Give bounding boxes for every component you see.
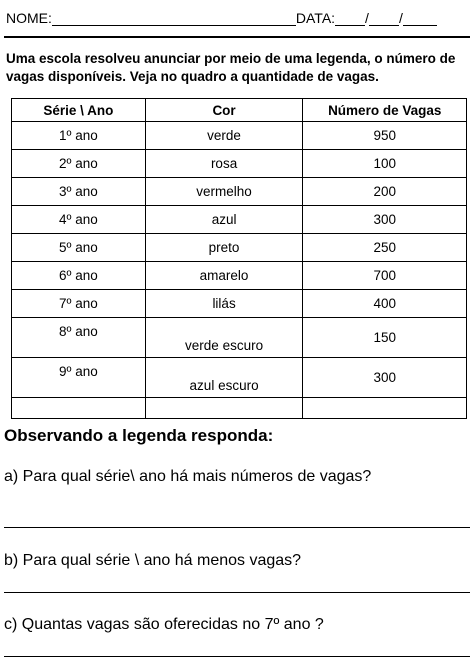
vacancies-table	[11, 98, 467, 419]
vacancies-cell: 950	[303, 122, 467, 150]
grade-cell: 3º ano	[12, 178, 146, 206]
grade-cell: 5º ano	[12, 234, 146, 262]
table-row	[12, 358, 467, 398]
table-row	[12, 262, 467, 290]
name-label: NOME:	[6, 10, 52, 26]
color-cell: verde	[145, 122, 303, 150]
date-day-field[interactable]	[335, 13, 365, 26]
empty-cell	[145, 398, 303, 419]
table-row	[12, 318, 467, 358]
vacancies-cell: 300	[303, 206, 467, 234]
instruction-heading: Observando a legenda responda:	[4, 426, 274, 445]
grade-cell: 2º ano	[12, 150, 146, 178]
table-row	[12, 178, 467, 206]
date-year-field[interactable]	[403, 13, 437, 26]
table-row	[12, 234, 467, 262]
color-cell: lilás	[145, 290, 303, 318]
table-row	[12, 290, 467, 318]
vacancies-cell: 150	[303, 318, 467, 358]
color-cell: azul escuro	[145, 358, 303, 398]
date-separator: /	[365, 10, 369, 26]
date-label: DATA:	[295, 10, 336, 26]
color-cell: preto	[145, 234, 303, 262]
vacancies-cell: 300	[303, 358, 467, 398]
vacancies-cell: 400	[303, 290, 467, 318]
table-row-empty	[12, 398, 467, 419]
question-b: b) Para qual série \ ano há menos vagas?	[4, 552, 302, 569]
question-a: a) Para qual série\ ano há mais números de vagas?	[4, 468, 372, 485]
date-separator: /	[398, 10, 403, 26]
grade-cell: 7º ano	[12, 290, 146, 318]
answer-line-a[interactable]	[4, 527, 470, 528]
table-row	[12, 150, 467, 178]
column-header-vacancies: Número de Vagas	[303, 99, 467, 122]
color-cell: verde escuro	[145, 318, 303, 358]
intro-text: Uma escola resolveu anunciar por meio de uma legenda, o número de vagas disponíveis. Veja no quadro a quantidade de vagas.	[6, 51, 456, 84]
grade-cell: 9º ano	[12, 358, 146, 398]
grade-cell: 8º ano	[12, 318, 146, 358]
question-c: c) Quantas vagas são oferecidas no 7º ano ?	[4, 616, 324, 633]
color-cell: amarelo	[145, 262, 303, 290]
table-header-row	[12, 99, 467, 122]
header-divider	[4, 36, 470, 38]
color-cell: rosa	[145, 150, 303, 178]
vacancies-cell: 200	[303, 178, 467, 206]
vacancies-cell: 100	[303, 150, 467, 178]
empty-cell	[12, 398, 146, 419]
table-row	[12, 206, 467, 234]
grade-cell: 1º ano	[12, 122, 146, 150]
column-header-color: Cor	[145, 99, 303, 122]
answer-line-b[interactable]	[4, 592, 470, 593]
column-header-grade: Série \ Ano	[12, 99, 146, 122]
color-cell: vermelho	[145, 178, 303, 206]
color-cell: azul	[145, 206, 303, 234]
empty-cell	[303, 398, 467, 419]
header-row	[6, 10, 437, 26]
name-field[interactable]	[52, 13, 296, 26]
answer-line-c[interactable]	[4, 656, 470, 657]
date-month-field[interactable]	[369, 13, 399, 26]
vacancies-cell: 700	[303, 262, 467, 290]
grade-cell: 4º ano	[12, 206, 146, 234]
table-row	[12, 122, 467, 150]
grade-cell: 6º ano	[12, 262, 146, 290]
vacancies-cell: 250	[303, 234, 467, 262]
